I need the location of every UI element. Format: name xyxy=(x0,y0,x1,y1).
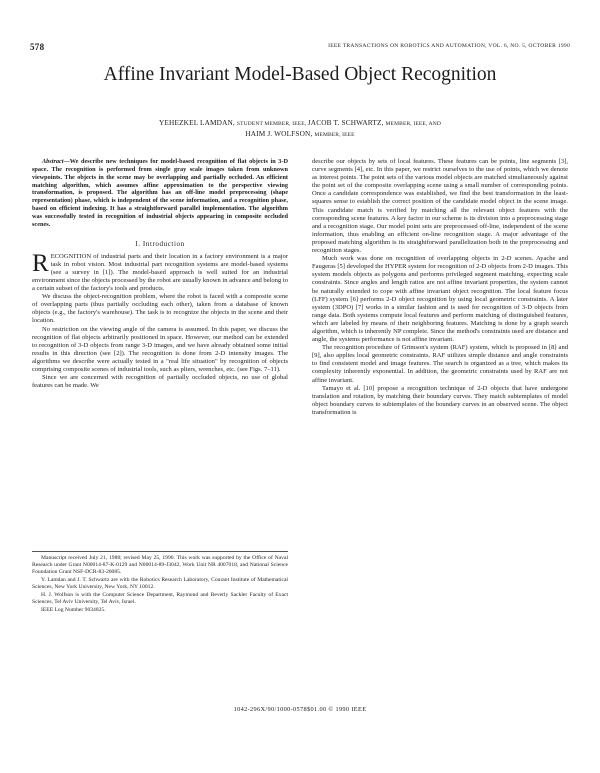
right-paragraph-1: describe our objects by sets of local features. These features can be points, line segments [3], curve segments [4], etc. In this paper, we restrict ourselves to the use of points, which we denote as interest points. The point sets of the various model objects are matched simultaneously against the point set of the composite overlapping scene using a small number of corresponding points. Once a candidate correspondence was established, we find the best transformation in the least-squares sense to establish the correct position of the candidate model object in the scene image. This candidate match is verified by matching all the relevant object features with the corresponding scene features. A key factor in our scheme is its division into a preprocessing stage and a recognition stage. Our model point sets are preprocessed off-line, independent of the scene information, thus enabling an efficient on-line recognition stage. A major advantage of the proposed matching algorithm is its straightforward parallelization both in the preprocessing and recognition stages. xyxy=(312,158,568,255)
right-paragraph-4: Tamayo et al. [10] propose a recognition technique of 2-D objects that have undergone translation and rotation, by matching their boundary curves. They match subtemplates of model object boundary curves to subtemplates of the boundary curves in an observed scene. The object transformation is xyxy=(312,384,568,416)
author-conjunction: AND xyxy=(428,121,441,127)
right-paragraph-3: The recognition procedure of Grimson's system (RAF) system, which is proposed in [8] and [9], also applies local geometric constraints. RAF utilizes simple distance and angle constraints to find consistent model and image features. The search is organized as a tree, which makes its complexity inherently exponential. In addition, the geometric constraints used by RAF are not affine invariant. xyxy=(312,344,568,384)
footnote-affiliation-2: H. J. Wolfson is with the Computer Science Department, Raymond and Beverly Sackler Faculty of Exact Sciences, Tel Aviv University, Tel Aviv, Israel. xyxy=(32,592,288,605)
journal-name: IEEE TRANSACTIONS ON ROBOTICS AND AUTOMATION, VOL. 6, NO. 5, OCTOBER 1990 xyxy=(328,43,570,49)
author-line-1 xyxy=(60,118,540,129)
author-schwartz-membership: MEMBER, IEEE, xyxy=(385,121,429,127)
intro-paragraph-2: We discuss the object-recognition problem, where the robot is faced with a composite scene of overlapping parts (thus partially occluding each other), taken from a database of known objects (e.g., the factory's warehouse). The task is to recognize the objects in the scene and their location. xyxy=(32,293,288,325)
paper-title: Affine Invariant Model-Based Object Recognition xyxy=(103,64,497,85)
section-heading-introduction: I. Introduction xyxy=(135,239,185,248)
intro-paragraph-1-text: ECOGNITION of industrial parts and their location in a factory environment is a major task in robot vision. Most industrial part recognition systems are model-based systems (see a survey in [1]). The model-based approach is well suited for an industrial environment since the objects processed by the robot are usually known in advance and belong to a certain subset of the factory's tools and products. xyxy=(32,252,288,293)
abstract-lead: Abstract xyxy=(42,158,64,165)
intro-paragraph-4: Since we are concerned with recognition of partially occluded objects, no use of global features can be made. We xyxy=(32,374,288,390)
intro-paragraph-1 xyxy=(32,249,288,293)
author-lamdan: YEHEZKEL LAMDAN, xyxy=(159,118,237,127)
running-head xyxy=(0,42,600,54)
drop-cap: R xyxy=(32,249,49,277)
author-wolfson-membership: MEMBER, IEEE xyxy=(314,132,355,138)
right-paragraph-2: Much work was done on recognition of overlapping objects in 2-D scenes. Ayache and Faugeras [5] developed the HYPER system for recognition of 2-D objects from 2-D images. This system models objects as polygons and performs privileged segment matching, expecting scale constraints. Since angles and length ratios are not affine invariant properties, the system cannot be naturally extended to cope with affine invariant object recognition. The local feature focus (LFF) system [6] performs 2-D object recognition by using local geometric constraints. A later system (3DPO) [7] works in a similar fashion and is used for recognition of 3-D objects from range data. Both systems compute local features and perform matching of distinguished features, which are labeled by means of their neighboring features. Matching is done by a graph search algorithm, which is inherently NP complete. Since the method's constraints used are distance and angle, the systems performance is not affine invariant. xyxy=(312,255,568,344)
footnote-affiliation-1: Y. Lamdan and J. T. Schwartz are with the Robotics Research Laboratory, Courant Institute of Mathematical Sciences, New York University, New York, NY 10012. xyxy=(32,577,288,590)
copyright-line: 1042-296X/90/1000-0578$01.00 © 1990 IEEE xyxy=(233,706,367,713)
page-number: 578 xyxy=(30,42,45,52)
abstract-body: —We describe new techniques for model-based recognition of flat objects in 3-D space. The recognition is performed from single gray scale images taken from unknown viewpoints. The objects in the scene may be overlapping and partially occluded. An efficient matching algorithm, which assumes affine approximation to the perspective viewing transformation, is proposed. The algorithm has an off-line model preprocessing (shape representation) phase, which is independent of the scene information, and a recognition phase, based on efficient indexing. It has a straightforward parallel implementation. The algorithm was successfully tested in recognition of industrial objects appearing in composite occluded scenes. xyxy=(32,158,288,228)
abstract xyxy=(32,158,288,229)
author-lamdan-membership: STUDENT MEMBER, IEEE, xyxy=(236,121,308,127)
author-schwartz: JACOB T. SCHWARTZ, xyxy=(307,118,386,127)
author-block xyxy=(60,118,540,140)
left-column xyxy=(32,158,288,390)
first-page-footnote xyxy=(32,551,288,615)
author-wolfson: HAIM J. WOLFSON, xyxy=(245,129,315,138)
author-line-2 xyxy=(60,129,540,140)
footnote-manuscript: Manuscript received July 21, 1988; revised May 25, 1990. This work was supported by the Office of Naval Research under Grant N00014-87-K-0129 and N00014-89-J3042, Work Unit NR 4007018, and National Science Foundation Grant NSF-DCR-83-20085. xyxy=(32,555,288,575)
intro-paragraph-3: No restriction on the viewing angle of the camera is assumed. In this paper, we discuss the recognition of flat objects arbitrarily positioned in space. However, our method can be extended to recognition of 3-D objects from range 3-D images, and we have already obtained some initial results in this direction (see [2]). The recognition is done from 2-D intensity images. The algorithms we describe were actually tested in a "real life situation" by recognition of objects comprising composite scenes of industrial tools, such as pliers, wrenches, etc. (see Figs. 7–11). xyxy=(32,325,288,373)
footnote-log-number: IEEE Log Number 9034825. xyxy=(41,607,106,613)
right-column xyxy=(312,158,568,417)
